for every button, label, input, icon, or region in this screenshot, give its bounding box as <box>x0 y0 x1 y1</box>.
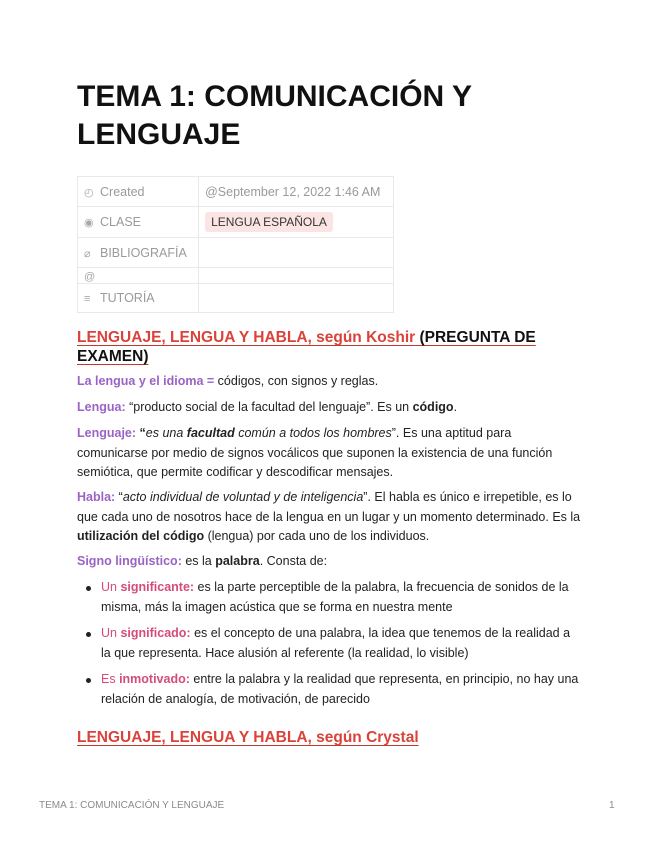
property-label: TUTORÍA <box>100 291 155 305</box>
term-habla: Habla: <box>77 490 116 504</box>
section-heading-crystal: LENGUAJE, LENGUA Y HABLA, según Crystal <box>77 729 419 746</box>
property-value-person[interactable] <box>199 268 394 284</box>
select-icon: ◉ <box>84 217 94 229</box>
term-lengua: Lengua: <box>77 400 126 414</box>
paragraph-lengua: Lengua: “producto social de la facultad del lenguaje”. Es un código. <box>77 400 458 414</box>
paragraph-signo: Signo lingüístico: es la palabra. Consta de: <box>77 554 328 568</box>
term-signo: Signo lingüístico: <box>77 554 182 568</box>
bullet-list <box>77 578 583 716</box>
term-lengua-idioma: La lengua y el idioma = <box>77 374 215 388</box>
property-value-bibliografia[interactable] <box>199 238 394 268</box>
property-value-created[interactable]: @September 12, 2022 1:46 AM <box>199 177 394 207</box>
clock-icon: ◴ <box>84 186 94 199</box>
paragraph-lengua-idioma: La lengua y el idioma = códigos, con signos y reglas. <box>77 374 379 388</box>
term-lenguaje: Lenguaje: <box>77 426 137 440</box>
page-number: 1 <box>609 800 615 811</box>
text-lines-icon: ≡ <box>84 293 91 305</box>
bullet-icon <box>86 678 91 683</box>
list-item: Un significado: es el concepto de una palabra, la idea que tenemos de la realidad a la que representa. Hace alusión al referente (la realidad, lo visible) <box>77 624 583 663</box>
section-heading-koshir: LENGUAJE, LENGUA Y HABLA, según Koshir (PREGUNTA DE EXAMEN) <box>77 329 536 365</box>
page-title: TEMA 1: COMUNICACIÓN Y LENGUAJE <box>77 80 472 151</box>
property-row-bibliografia <box>78 238 394 268</box>
clase-tag[interactable]: LENGUA ESPAÑOLA <box>205 212 333 232</box>
property-label: Created <box>100 184 145 199</box>
at-icon: @ <box>84 270 96 283</box>
bullet-icon <box>86 632 91 637</box>
properties-table <box>77 176 394 313</box>
paragraph-habla: Habla: “acto individual de voluntad y de inteligencia”. El habla es único e irrepetible, es lo que cada uno de nosotros hace de la lengua en un lugar y un momento determinado. Es la utilización del código (lengua) por cada uno de los individuos. <box>77 490 581 543</box>
property-label: BIBLIOGRAFÍA <box>100 245 187 260</box>
paragraph-lenguaje: Lenguaje: “es una facultad común a todos los hombres”. Es una aptitud para comunicarse por medio de signos vocálicos que suponen la existencia de una función semiótica, que permite codificar y descodificar mensajes. <box>77 426 553 479</box>
property-row-clase <box>78 207 394 238</box>
property-row-person <box>78 268 394 284</box>
footer-title: TEMA 1: COMUNICACIÓN Y LENGUAJE <box>39 800 225 811</box>
property-row-tutoria <box>78 284 394 313</box>
list-item: Es inmotivado: entre la palabra y la realidad que representa, en principio, no hay una relación de analogía, de motivación, de parecido <box>77 670 583 709</box>
property-value-tutoria[interactable] <box>199 284 394 313</box>
bullet-icon <box>86 586 91 591</box>
property-label: CLASE <box>100 215 141 229</box>
list-item: Un significante: es la parte perceptible de la palabra, la frecuencia de sonidos de la misma, más la imagen acústica que se forma en nuestra mente <box>77 578 583 617</box>
property-row-created <box>78 177 394 207</box>
paperclip-icon: ⌀ <box>84 247 91 260</box>
